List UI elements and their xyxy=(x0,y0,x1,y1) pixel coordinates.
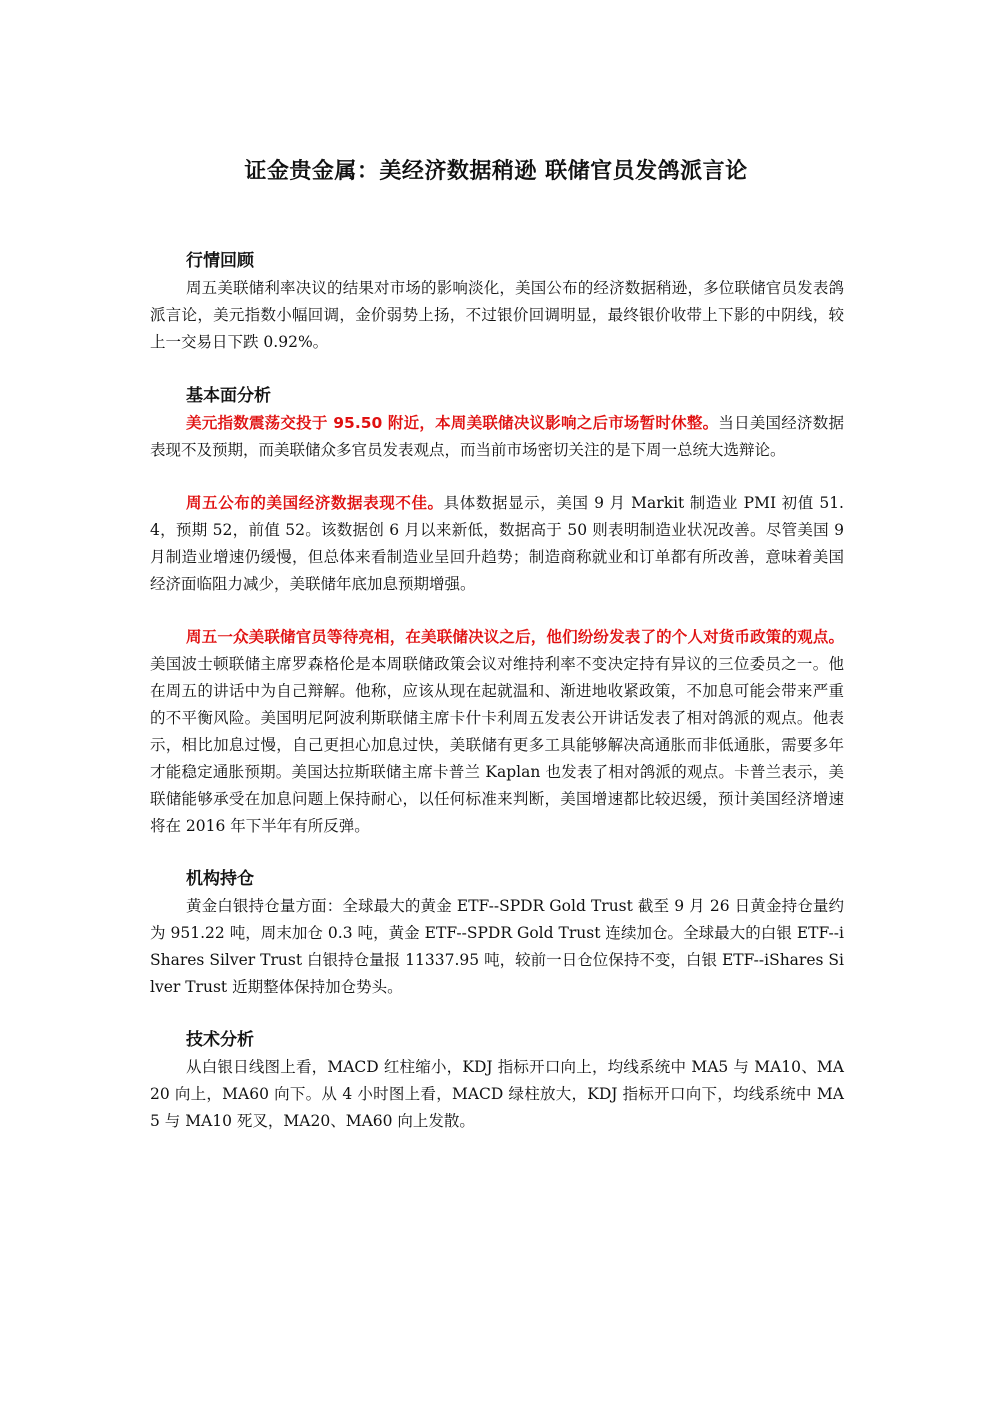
spacer xyxy=(150,840,844,866)
body-text: 具体数据显示，美国 9 月 Markit 制造业 PMI 初值 51.4，预期 52，前值 52。该数据创 6 月以来新低，数据高于 50 则表明制造业状况改善。尽管美国 9 月制造业增速仍缓慢，但总体来看制造业呈回升趋势；制造商称就业和订单都有所改善，意味着美国经济面临阻力减少，美联储年底加息预期增强。 xyxy=(150,494,844,593)
document-body xyxy=(150,248,844,1135)
spacer xyxy=(150,598,844,624)
section-heading: 基本面分析 xyxy=(186,386,271,406)
paragraph: 周五美联储利率决议的结果对市场的影响淡化，美国公布的经济数据稍逊，多位联储官员发表鸽派言论，美元指数小幅回调，金价弱势上扬，不过银价回调明显，最终银价收带上下影的中阴线，较上一交易日下跌 0.92%。 xyxy=(150,279,844,351)
section-heading: 技术分析 xyxy=(186,1030,254,1050)
highlight-text: 周五一众美联储官员等待亮相，在美联储决议之后，他们纷纷发表了的个人对货币政策的观点。 xyxy=(186,628,844,646)
body-text: 美国波士顿联储主席罗森格伦是本周联储政策会议对维持利率不变决定持有异议的三位委员之一。他在周五的讲话中为自己辩解。他称，应该从现在起就温和、渐进地收紧政策，不加息可能会带来严重的不平衡风险。美国明尼阿波利斯联储主席卡什卡利周五发表公开讲话发表了相对鸽派的观点。他表示，相比加息过慢，自己更担心加息过快，美联储有更多工具能够解决高通胀而非低通胀，需要多年才能稳定通胀预期。美国达拉斯联储主席卡普兰 Kaplan 也发表了相对鸽派的观点。卡普兰表示，美联储能够承受在加息问题上保持耐心，以任何标准来判断，美国增速都比较迟缓，预计美国经济增速将在 2016 年下半年有所反弹。 xyxy=(150,655,844,835)
body-text: 当日美国经济数据表现不及预期，而美联储众多官员发表观点，而当前市场密切关注的是下周一总统大选辩论。 xyxy=(150,414,844,459)
highlight-text: 周五公布的美国经济数据表现不佳。 xyxy=(186,494,444,512)
section-technical-analysis xyxy=(150,1027,844,1135)
paragraph: 从白银日线图上看，MACD 红柱缩小，KDJ 指标开口向上，均线系统中 MA5 与 MA10、MA20 向上，MA60 向下。从 4 小时图上看，MACD 绿柱放大，KDJ 指标开口向下，均线系统中 MA5 与 MA10 死叉，MA20、MA60 向上发散。 xyxy=(150,1058,844,1130)
spacer xyxy=(150,356,844,383)
section-heading: 行情回顾 xyxy=(186,251,254,271)
paragraph xyxy=(150,490,844,598)
paragraph xyxy=(150,410,844,464)
section-market-review xyxy=(150,248,844,356)
spacer xyxy=(150,1001,844,1027)
spacer xyxy=(150,464,844,490)
paragraph: 黄金白银持仓量方面：全球最大的黄金 ETF--SPDR Gold Trust 截至 9 月 26 日黄金持仓量约为 951.22 吨，周末加仓 0.3 吨，黄金 ETF--SPDR Gold Trust 连续加仓。全球最大的白银 ETF--iShares Silver Trust 白银持仓量报 11337.95 吨，较前一日仓位保持不变，白银 ETF--iShares Silver Trust 近期整体保持加仓势头。 xyxy=(150,897,844,996)
highlight-text: 美元指数震荡交投于 95.50 附近，本周美联储决议影响之后市场暂时休整。 xyxy=(186,414,719,432)
paragraph xyxy=(150,624,844,840)
section-institutional-positions xyxy=(150,866,844,1001)
section-fundamental-analysis xyxy=(150,383,844,840)
section-heading: 机构持仓 xyxy=(186,869,254,889)
document-title: 证金贵金属：美经济数据稍逊 联储官员发鸽派言论 xyxy=(244,159,748,184)
